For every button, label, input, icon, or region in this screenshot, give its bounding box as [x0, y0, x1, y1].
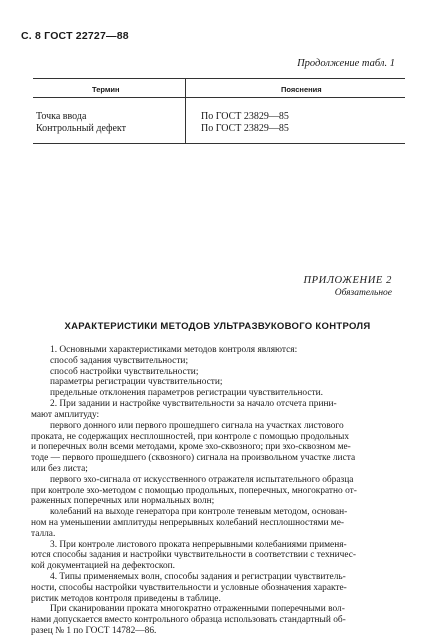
page-header: С. 8 ГОСТ 22727—88 [21, 30, 129, 42]
table-row: Точка ввода [36, 111, 87, 122]
body-line: и поперечных волн всеми методами, кроме эхо-сквозного; при эхо-сквозном ме- [31, 442, 351, 453]
body-line: 2. При задании и настройке чувствительности за начало отсчета прини- [50, 399, 337, 409]
body-line: колебаний на выходе генератора при контроле теневым методом, основан- [50, 507, 348, 518]
body-line: 4. Типы применяемых волн, способы задания и регистрации чувствитель- [50, 572, 346, 582]
table-header-rule [33, 97, 405, 98]
body-line: При сканировании проката многократно отраженными поперечными вол- [50, 604, 345, 615]
body-line: мают амплитуду: [31, 409, 100, 420]
body-line: ются способы задания и настройки чувствительности в соответствии с техничес- [31, 550, 357, 561]
body-line: первого эхо-сигнала от искусственного отражателя испытательного образца [50, 474, 354, 485]
table-header-term: Термин [92, 85, 120, 94]
appendix-status: Обязательное [334, 288, 392, 298]
table-top-rule [33, 78, 405, 79]
body-line: тоде — первого прошедшего (сквозного) сигнала на произвольном участке листа [31, 453, 356, 464]
body-line: ристик методов контроля приведены в таблице. [31, 593, 221, 604]
body-line: параметры регистрации чувствительности; [50, 377, 223, 388]
body-line: раженных поперечных или нормальных волн; [31, 496, 215, 507]
appendix-label: ПРИЛОЖЕНИЕ 2 [303, 275, 392, 286]
appendix-block [303, 275, 392, 298]
body-line: предельные отклонения параметров регистрации чувствительности. [50, 388, 323, 399]
body-line: 3. При контроле листового проката непрерывными колебаниями применя- [50, 539, 347, 550]
table-cell-explanation: По ГОСТ 23829—85 [201, 123, 289, 134]
table-cell-explanation: По ГОСТ 23829—85 [201, 111, 289, 122]
table-continuation-note: Продолжение табл. 1 [297, 58, 395, 69]
body-line: или без листа; [31, 463, 88, 474]
body-line: первого донного или первого прошедшего сигнала на участках листового [50, 420, 344, 431]
body-line: 1. Основными характеристиками методов контроля являются: [50, 345, 298, 355]
body-line: талла. [31, 528, 56, 539]
table-row: Контрольный дефект [36, 123, 127, 134]
body-line: ном на уменьшении амплитуды непрерывных колебаний несплошностями ме- [31, 517, 345, 528]
body-line: ности, способы настройки чувствительности и условные обозначения характе- [31, 582, 347, 593]
body-line: разец № 1 по ГОСТ 14782—86. [31, 626, 157, 636]
body-line: нами допускается вместо контрольного образца использовать стандартный об- [31, 615, 346, 626]
body-line: способ задания чувствительности; [50, 355, 189, 366]
table-bottom-rule [33, 143, 405, 144]
body-line: способ настройки чувствительности; [50, 366, 199, 377]
body-line: кой документацией на дефектоскоп. [31, 561, 176, 572]
table-column-divider [185, 79, 186, 143]
body-line: при контроле эхо-методом с помощью продольных, поперечных, многократно от- [31, 485, 357, 496]
body-line: проката, не содержащих несплошностей, при контроле с помощью продольных [31, 431, 350, 442]
section-title: ХАРАКТЕРИСТИКИ МЕТОДОВ УЛЬТРАЗВУКОВОГО КОНТРОЛЯ [64, 321, 371, 332]
table-header-explanation: Пояснения [281, 85, 322, 94]
